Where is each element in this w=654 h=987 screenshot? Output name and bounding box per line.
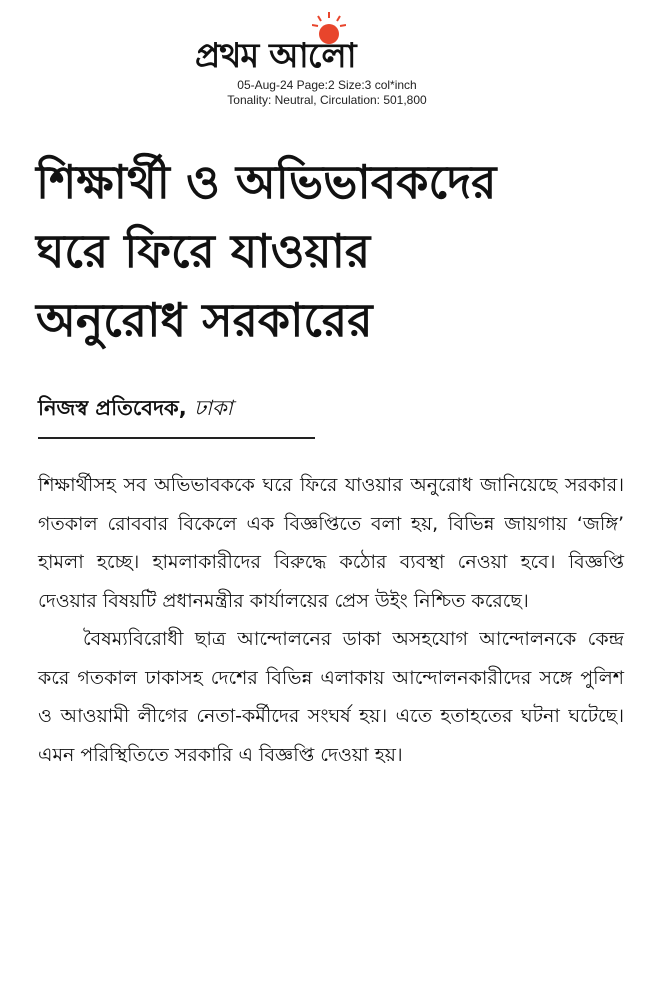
clipping-meta-circulation: Tonality: Neutral, Circulation: 501,800 (227, 93, 427, 107)
clipping-meta-date: 05-Aug-24 Page:2 Size:3 col*inch (237, 78, 417, 92)
article-paragraph: শিক্ষার্থীসহ সব অভিভাবককে ঘরে ফিরে যাওয়ার অনুরোধ জানিয়েছে সরকার। গতকাল রোববার বিকেলে এক বিজ্ঞপ্তিতে বলা হয়, বিভিন্ন জায়গায় ‘জঙ্গি’ হামলা হচ্ছে। হামলাকারীদের বিরুদ্ধে কঠোর ব্যবস্থা নেওয়া হবে। বিজ্ঞপ্তি দেওয়ার বিষয়টি প্রধানমন্ত্রীর কার্যালয়ের প্রেস উইং নিশ্চিত করেছে। (38, 474, 624, 612)
headline-line: অনুরোধ সরকারের (36, 293, 373, 347)
headline-line: ঘরে ফিরে যাওয়ার (36, 224, 371, 278)
byline-place: ঢাকা (194, 396, 233, 420)
article-paragraph: বৈষম্যবিরোধী ছাত্র আন্দোলনের ডাকা অসহযোগ আন্দোলনকে কেন্দ্র করে গতকাল ঢাকাসহ দেশের বিভিন্ন এলাকায় আন্দোলনকারীদের সঙ্গে পুলিশ ও আওয়ামী লীগের নেতা-কর্মীদের সংঘর্ষ হয়। এতে হতাহতের ঘটনা ঘটেছে। এমন পরিস্থিতিতে সরকারি এ বিজ্ঞপ্তি দেওয়া হয়। (38, 628, 624, 766)
headline-line: শিক্ষার্থী ও অভিভাবকদের (36, 155, 497, 209)
newspaper-logo (195, 12, 465, 74)
headline (36, 148, 636, 355)
logo-text: প্রথম আলো (195, 36, 356, 76)
byline-reporter: নিজস্ব প্রতিবেদক, (38, 396, 187, 420)
byline (38, 392, 233, 427)
byline-divider (38, 437, 315, 439)
masthead (0, 0, 654, 112)
article-body (38, 466, 624, 774)
